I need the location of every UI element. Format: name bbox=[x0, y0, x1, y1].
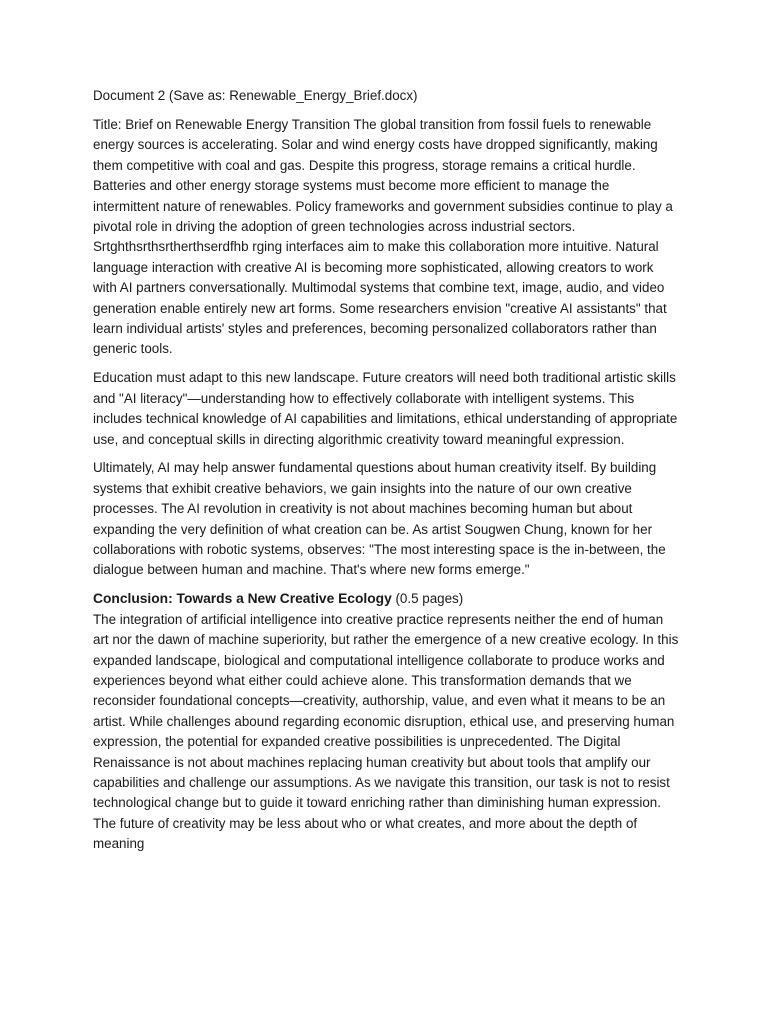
paragraph-education: Education must adapt to this new landscape. Future creators will need both traditional artistic skills and "AI literacy"—understanding how to effectively collaborate with intelligent systems. This includes technical knowledge of AI capabilities and limitations, ethical understanding of appropriate use, and conceptual skills in directing algorithmic creativity toward meaningful expression. bbox=[93, 370, 678, 447]
conclusion-length-note: (0.5 pages) bbox=[391, 591, 464, 607]
conclusion-heading-row bbox=[93, 589, 679, 609]
document-body bbox=[93, 86, 679, 863]
document-header: Document 2 (Save as: Renewable_Energy_Brief.docx) bbox=[93, 88, 418, 103]
paragraph-conclusion: The integration of artificial intelligence into creative practice represents neither the end of human art nor the dawn of machine superiority, but rather the emergence of a new creative ecology. In this expanded landscape, biological and computational intelligence collaborate to produce works and experiences beyond what either could achieve alone. This transformation demands that we reconsider foundational concepts—creativity, authorship, value, and even what it means to be an artist. While challenges abound regarding economic disruption, ethical use, and preserving human expression, the potential for expanded creative possibilities is unprecedented. The Digital Renaissance is not about machines replacing human creativity but about tools that amplify our capabilities and challenge our assumptions. As we navigate this transition, our task is not to resist technological change but to guide it toward enriching rather than diminishing human expression. The future of creativity may be less about who or what creates, and more about the depth of meaning bbox=[93, 611, 679, 852]
paragraph-intro: Title: Brief on Renewable Energy Transition The global transition from fossil fuels to renewable energy sources is accelerating. Solar and wind energy costs have dropped significantly, making them competitive with coal and gas. Despite this progress, storage remains a critical hurdle. Batteries and other energy storage systems must become more efficient to manage the intermittent nature of renewables. Policy frameworks and government subsidies continue to play a pivotal role in driving the adoption of green technologies across industrial sectors. Srtghthsrthsrtherthserdfhb rging interfaces aim to make this collaboration more intuitive. Natural language interaction with creative AI is becoming more sophisticated, allowing creators to work with AI partners conversationally. Multimodal systems that combine text, image, audio, and video generation enable entirely new art forms. Some researchers envision "creative AI assistants" that learn individual artists' styles and preferences, becoming personalized collaborators rather than generic tools. bbox=[93, 116, 673, 357]
paragraph-ultimately: Ultimately, AI may help answer fundamental questions about human creativity itself. By building systems that exhibit creative behaviors, we gain insights into the nature of our own creative processes. The AI revolution in creativity is not about machines becoming human but about expanding the very definition of what creation can be. As artist Sougwen Chung, known for her collaborations with robotic systems, observes: "The most interesting space is the in-between, the dialogue between human and machine. That's where new forms emerge." bbox=[93, 460, 666, 578]
conclusion-heading: Conclusion: Towards a New Creative Ecology bbox=[93, 591, 392, 607]
